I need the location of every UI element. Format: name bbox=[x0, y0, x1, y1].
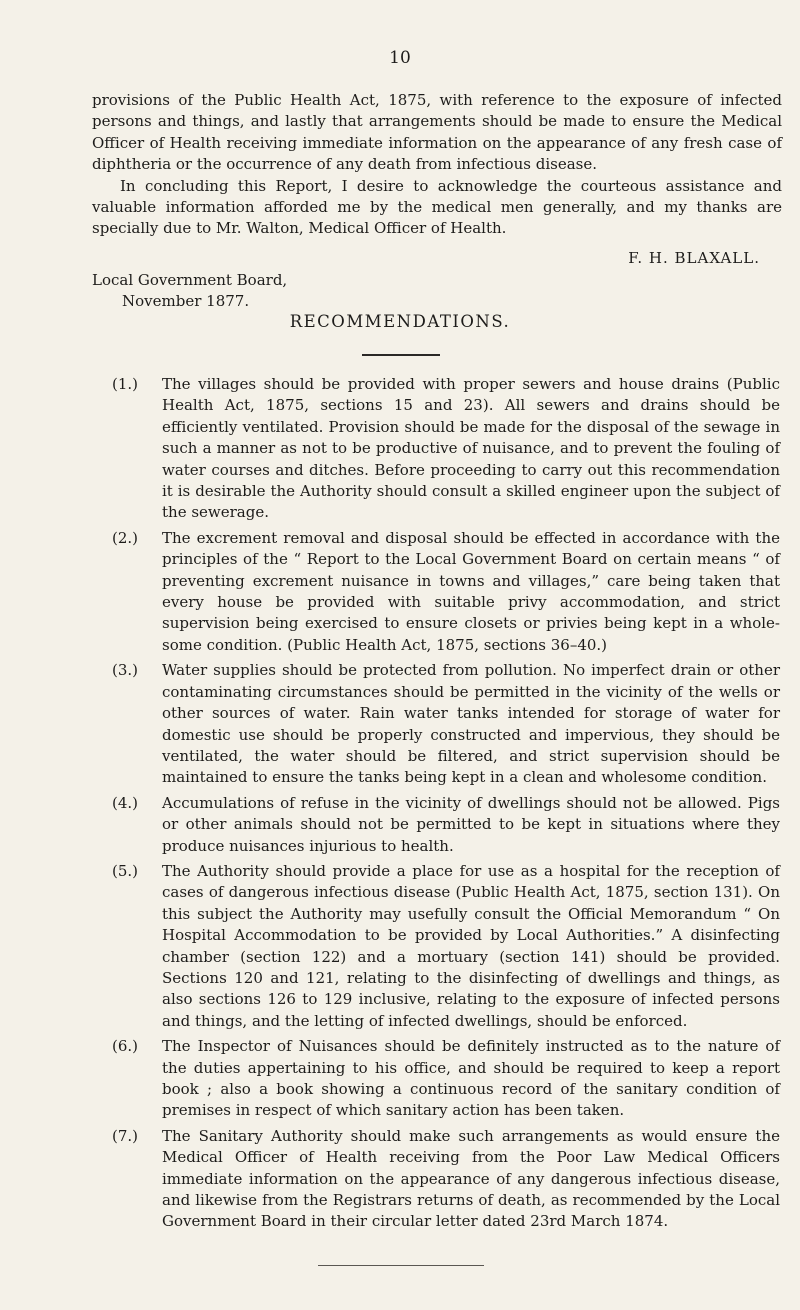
signature: F. H. BLAXALL. bbox=[628, 249, 760, 267]
recommendation-number: (2.) bbox=[112, 528, 139, 547]
recommendation-number: (4.) bbox=[112, 793, 139, 812]
recommendation-number: (7.) bbox=[112, 1126, 139, 1145]
heading-divider bbox=[362, 354, 440, 356]
recommendation-item bbox=[112, 793, 780, 857]
recommendation-item bbox=[112, 374, 780, 524]
place-and-date bbox=[92, 270, 287, 312]
paragraph-continuation: provisions of the Public Health Act, 1875, with reference to the exposure of infected persons and things, and lastly that arrangements should be made to ensure the Medical Officer of Health receiving immediate information on the appearance of any fresh case of diphtheria or the occurrence of any death from infectious disease. bbox=[92, 91, 782, 174]
report-conclusion bbox=[92, 90, 782, 240]
recommendation-item bbox=[112, 528, 780, 656]
recommendation-item bbox=[112, 861, 780, 1032]
recommendation-text: The excrement removal and disposal should be effected in accordance with the principles of the “ Report to the Local Government Board on certain means “ of preventing excrement nuisance in towns and villages,” care being taken that every house be provided with suitable privy accommodation, and strict supervision being exercised to ensure closets or privies being kept in a whole-some condition. (Public Health Act, 1875, sections 36–40.) bbox=[162, 528, 780, 654]
recommendation-text: The Authority should provide a place for use as a hospital for the reception of cases of dangerous infectious disease (Public Health Act, 1875, section 131). On this subject the Authority may usefully consult the Official Memorandum “ On Hospital Accommodation to be provided by Local Authorities.” A disinfecting chamber (section 122) and a mortuary (section 141) should be provided. Sections 120 and 121, relating to the disinfecting of dwellings and things, as also sections 126 to 129 inclusive, relating to the exposure of infected persons and things, and the letting of infected dwellings, should be enforced. bbox=[162, 861, 780, 1030]
recommendations-list bbox=[112, 374, 780, 1237]
recommendation-number: (5.) bbox=[112, 861, 139, 880]
recommendation-text: Water supplies should be protected from pollution. No imperfect drain or other contaminating circumstances should be permitted in the vicinity of the wells or other sources of water. Rain water tanks intended for storage of water for domestic use should be properly constructed and impervious, they should be ventilated, the water should be filtered, and strict supervision should be maintained to ensure the tanks being kept in a clean and wholesome condition. bbox=[162, 661, 780, 787]
recommendation-item bbox=[112, 1036, 780, 1122]
section-heading: RECOMMENDATIONS. bbox=[289, 312, 511, 331]
recommendation-text: Accumulations of refuse in the vicinity of dwellings should not be allowed. Pigs or other animals should not be permitted to be kept in situations where they produce nuisances injurious to health. bbox=[162, 793, 780, 855]
recommendation-number: (1.) bbox=[112, 375, 139, 393]
recommendation-text: The villages should be provided with proper sewers and house drains (Public Health Act, 1875, sections 15 and 23). All sewers and drains should be efficiently ventilated. Provision should be made for the disposal of the sewage in such a manner as not to be productive of nuisance, and to prevent the fouling of water courses and ditches. Before proceeding to carry out this recommendation it is desirable the Authority should consult a skilled engineer upon the subject of the sewerage. bbox=[162, 375, 780, 522]
recommendation-text: The Inspector of Nuisances should be definitely instructed as to the nature of the duties appertaining to his office, and should be required to keep a report book ; also a book showing a continuous record of the sanitary condition of premises in respect of which sanitary action has been taken. bbox=[162, 1037, 780, 1120]
recommendation-item bbox=[112, 660, 780, 788]
recommendation-number: (6.) bbox=[112, 1037, 139, 1056]
place-line: Local Government Board, bbox=[92, 271, 288, 289]
recommendation-item bbox=[112, 1126, 780, 1233]
end-divider bbox=[318, 1265, 484, 1266]
recommendation-number: (3.) bbox=[112, 661, 139, 680]
paragraph-concluding: In concluding this Report, I desire to acknowledge the courteous assistance and valuable information afforded me by the medical men generally, and my thanks are specially due to Mr. Walton, Medical Officer of Health. bbox=[92, 176, 782, 238]
page-number: 10 bbox=[389, 48, 411, 68]
date-line: November 1877. bbox=[122, 292, 250, 310]
recommendation-text: The Sanitary Authority should make such arrangements as would ensure the Medical Officer of Health receiving from the Poor Law Medical Officers immediate information on the appearance of any dangerous infectious disease, and likewise from the Registrars returns of death, as recommended by the Local Government Board in their circular letter dated 23rd March 1874. bbox=[162, 1126, 780, 1231]
